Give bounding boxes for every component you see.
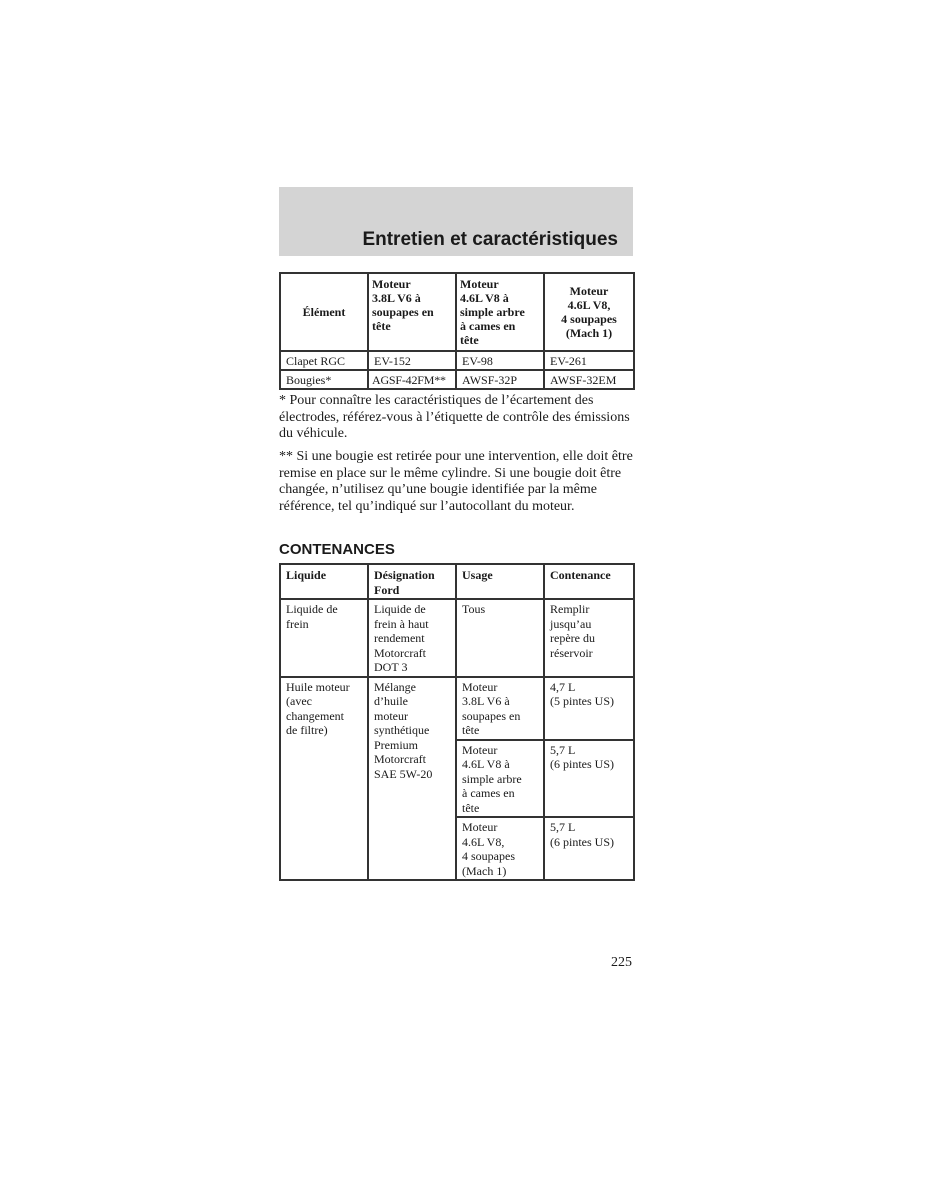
table-cell: Huile moteur (avec changement de filtre) <box>280 677 368 881</box>
column-header: Élément <box>280 273 368 351</box>
table-cell: Liquide de frein à haut rendement Motorcraft DOT 3 <box>368 599 456 677</box>
chapter-title: Entretien et caractéristiques <box>362 229 618 250</box>
table-cell: Remplir jusqu’au repère du réservoir <box>544 599 634 677</box>
table-cell: EV-152 <box>368 351 456 370</box>
table-cell: 4,7 L (5 pintes US) <box>544 677 634 740</box>
page-number: 225 <box>611 955 632 970</box>
chapter-header <box>279 187 633 256</box>
column-header: Désignation Ford <box>368 564 456 599</box>
footnote-gap: * Pour connaître les caractéristiques de l’écartement des électrodes, référez-vous à l’étiquette de contrôle des émissions du véhicule. <box>279 393 630 441</box>
table-cell: Clapet RGC <box>280 351 368 370</box>
table-cell: EV-261 <box>544 351 634 370</box>
table-cell: Moteur 3.8L V6 à soupapes en tête <box>456 677 544 740</box>
table-cell: EV-98 <box>456 351 544 370</box>
footnote-replacement: ** Si une bougie est retirée pour une intervention, elle doit être remise en place sur le même cylindre. Si une bougie doit être changée, n’utilisez qu’une bougie identifiée par la même référence, tel qu’indiqué sur l’autocollant du moteur. <box>279 449 633 514</box>
table-cell: AGSF-42FM** <box>368 370 456 389</box>
table-row <box>280 677 634 740</box>
table-header-row <box>280 564 634 599</box>
column-header: Moteur 4.6L V8 à simple arbre à cames en tête <box>456 273 544 351</box>
capacities-table <box>279 563 635 881</box>
table-row <box>280 351 634 370</box>
table-row <box>280 370 634 389</box>
table-cell: Mélange d’huile moteur synthétique Premium Motorcraft SAE 5W-20 <box>368 677 456 881</box>
spark-plug-spec-table <box>279 272 635 390</box>
table-cell: 5,7 L (6 pintes US) <box>544 817 634 880</box>
column-header: Usage <box>456 564 544 599</box>
column-header: Contenance <box>544 564 634 599</box>
table-header-row <box>280 273 634 351</box>
column-header: Moteur 3.8L V6 à soupapes en tête <box>368 273 456 351</box>
table-cell: 5,7 L (6 pintes US) <box>544 740 634 818</box>
table-cell: AWSF-32EM <box>544 370 634 389</box>
table-cell: Liquide de frein <box>280 599 368 677</box>
table-row <box>280 599 634 677</box>
table-cell: Moteur 4.6L V8, 4 soupapes (Mach 1) <box>456 817 544 880</box>
table-cell: AWSF-32P <box>456 370 544 389</box>
table-cell: Tous <box>456 599 544 677</box>
column-header: Liquide <box>280 564 368 599</box>
table-cell: Moteur 4.6L V8 à simple arbre à cames en tête <box>456 740 544 818</box>
section-heading: CONTENANCES <box>279 541 395 558</box>
table-cell: Bougies* <box>280 370 368 389</box>
column-header: Moteur 4.6L V8, 4 soupapes (Mach 1) <box>544 273 634 351</box>
